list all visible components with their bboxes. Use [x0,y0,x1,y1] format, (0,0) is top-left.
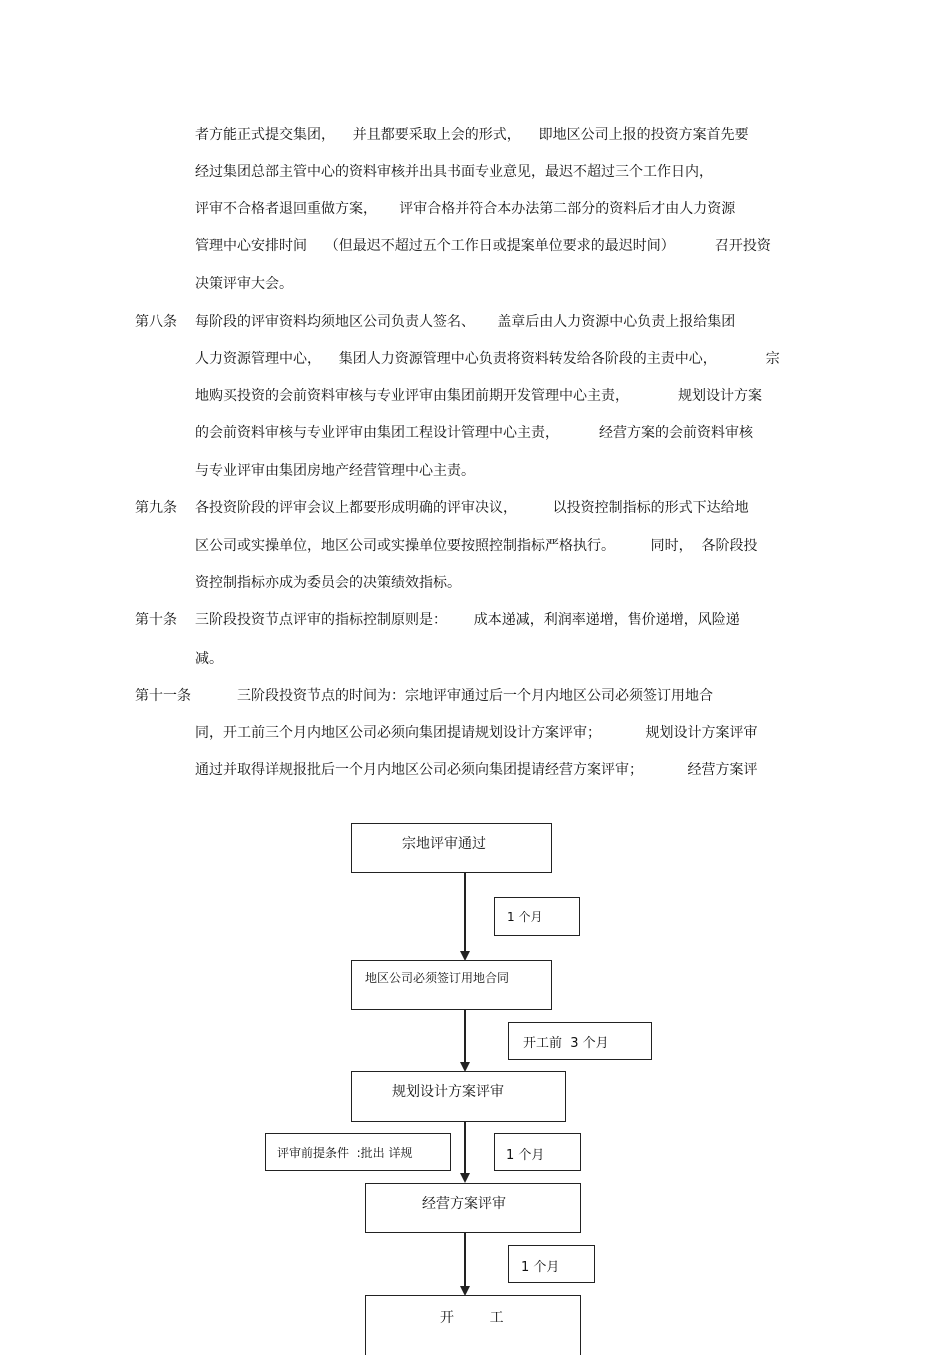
flow-step-planning-review: 规划设计方案评审 [351,1071,566,1122]
text-line: 评审不合格者退回重做方案， 评审合格并符合本办法第二部分的资料后才由人力资源 [195,201,736,217]
text-line: 各投资阶段的评审会议上都要形成明确的评审决议， 以投资控制指标的形式下达给地 [195,500,749,516]
text-line: 通过并取得详规报批后一个月内地区公司必须向集团提请经营方案评审； 经营方案评 [195,762,758,778]
text-line: 者方能正式提交集团， 并且都要采取上会的形式， 即地区公司上报的投资方案首先要 [195,127,749,143]
article-11-label: 第十一条 [135,688,191,704]
text-line: 经过集团总部主管中心的资料审核并出具书面专业意见，最迟不超过三个工作日内， [195,164,713,180]
text-line: 人力资源管理中心， 集团人力资源管理中心负责将资料转发给各阶段的主责中心， 宗 [195,351,780,367]
text-line: 与专业评审由集团房地产经营管理中心主责。 [195,463,475,479]
arrow-down-icon [460,1173,470,1183]
text-line: 三阶段投资节点评审的指标控制原则是： 成本递减，利润率递增，售价递增，风险递 [195,612,740,628]
flow-step-operation-review: 经营方案评审 [365,1183,581,1233]
text-line: 管理中心安排时间 （但最迟不超过五个工作日或提案单位要求的最迟时间） 召开投资 [195,238,771,254]
flow-connector [464,1233,466,1287]
text-line: 每阶段的评审资料均须地区公司负责人签名、 盖章后由人力资源中心负责上报给集团 [195,314,736,330]
flow-duration-note: 开工前 3 个月 [508,1022,652,1060]
flow-connector [464,1122,466,1175]
flow-precondition-note: 评审前提条件 :批出 详规 [265,1133,451,1171]
flow-step-zongdi-review: 宗地评审通过 [351,823,552,873]
flow-duration-note: 1 个月 [508,1245,595,1283]
flow-step-construction-start: 开 工 [365,1295,581,1355]
flow-connector [464,1010,466,1063]
text-line: 资控制指标亦成为委员会的决策绩效指标。 [195,575,461,591]
text-line: 减。 [195,651,223,667]
flow-step-land-contract: 地区公司必须签订用地合同 [351,960,552,1010]
article-10-label: 第十条 [135,612,177,628]
text-line: 三阶段投资节点的时间为：宗地评审通过后一个月内地区公司必须签订用地合 [237,688,713,704]
text-line: 决策评审大会。 [195,276,293,292]
flow-duration-note: 1 个月 [494,1133,581,1171]
text-line: 区公司或实操单位，地区公司或实操单位要按照控制指标严格执行。 同时， 各阶段投 [195,538,758,554]
text-line: 的会前资料审核与专业评审由集团工程设计管理中心主责， 经营方案的会前资料审核 [195,425,754,441]
flow-duration-note: 1 个月 [494,897,580,936]
text-line: 同，开工前三个月内地区公司必须向集团提请规划设计方案评审； 规划设计方案评审 [195,725,758,741]
text-line: 地购买投资的会前资料审核与专业评审由集团前期开发管理中心主责， 规划设计方案 [195,388,762,404]
article-9-label: 第九条 [135,500,177,516]
article-8-label: 第八条 [135,314,177,330]
flow-connector [464,873,466,953]
